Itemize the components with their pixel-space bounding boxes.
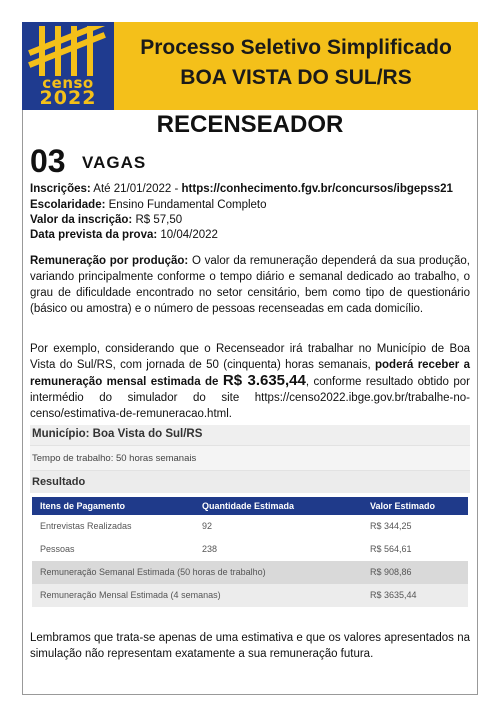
- header-banner: [22, 22, 478, 110]
- table-row: Remuneração Semanal Estimada (50 horas de trabalho) R$ 908,86: [32, 561, 468, 584]
- table-row: Entrevistas Realizadas 92 R$ 344,25: [40, 521, 412, 531]
- col-quantidade: Quantidade Estimada: [202, 501, 295, 511]
- exemplo-text-bold: poderá receber a remuneração mensal estimada de: [30, 359, 470, 388]
- payment-table: [32, 497, 468, 607]
- prova-line: [30, 227, 218, 243]
- table-row: Remuneração Mensal Estimada (4 semanas) R$ 3635,44: [32, 584, 468, 607]
- col-valor: Valor Estimado: [370, 501, 436, 511]
- table-header: [32, 497, 468, 515]
- vagas-label: VAGAS: [82, 153, 147, 172]
- inscricoes-value: Até 21/01/2022 -: [90, 183, 182, 195]
- exemplo-text-b: , conforme resultado obtido por intermédio do simulador do site https://censo2022.ibge.gov.br/trabalhe-no-censo/estimativa-de-remuneracao.html.: [30, 376, 471, 420]
- col-itens: Itens de Pagamento: [40, 501, 126, 511]
- inscricoes-link[interactable]: https://conhecimento.fgv.br/concursos/ibgepss21: [181, 183, 453, 195]
- inscricoes-line: [30, 181, 453, 197]
- vagas-number: 03: [30, 143, 66, 179]
- simulator-tempo: Tempo de trabalho: 50 horas semanais: [30, 445, 470, 471]
- table-row: Pessoas 238 R$ 564,61: [40, 544, 412, 554]
- prova-value: 10/04/2022: [157, 229, 218, 241]
- escolaridade-value: Ensino Fundamental Completo: [105, 199, 267, 211]
- role-title: RECENSEADOR: [156, 111, 344, 138]
- remuneracao-paragraph: [30, 253, 470, 317]
- censo-logo: [22, 22, 114, 110]
- valor-value: R$ 57,50: [132, 214, 183, 226]
- banner-subtitle: BOA VISTA DO SUL/RS: [180, 66, 412, 89]
- exemplo-amount: R$ 3.635,44: [222, 372, 306, 389]
- logo-word: censo: [42, 74, 94, 92]
- escolaridade-label: Escolaridade:: [30, 199, 106, 211]
- prova-label: Data prevista da prova:: [30, 229, 158, 241]
- footer-paragraph: Lembramos que trata-se apenas de uma estimativa e que os valores apresentados na simulação não representam exatamente a sua remuneração futura.: [30, 632, 470, 660]
- valor-line: [30, 212, 182, 228]
- remuneracao-label: Remuneração por produção:: [30, 255, 189, 267]
- inscricoes-label: Inscrições:: [30, 183, 91, 195]
- simulator-panel: [30, 425, 470, 626]
- simulator-resultado: Resultado: [30, 471, 470, 493]
- exemplo-paragraph: [30, 341, 470, 422]
- simulator-municipio: Município: Boa Vista do Sul/RS: [30, 425, 470, 445]
- escolaridade-line: [30, 197, 267, 213]
- banner-title: Processo Seletivo Simplificado: [140, 36, 452, 59]
- exemplo-text-a: Por exemplo, considerando que o Recenseador irá trabalhar no Município de Boa Vista do Sul/RS, com jornada de 50 (cinquenta) horas semanais,: [30, 343, 470, 371]
- logo-year: 2022: [39, 87, 97, 109]
- tally-marks-icon: [28, 26, 108, 76]
- remuneracao-text: O valor da remuneração dependerá da sua produção, variando principalmente conforme o tempo diário e semanal dedicado ao trabalho, o grau de dificuldade encontrado no setor censitário, bem como tipo de questionário (básico ou amostra) e o número de pessoas recenseadas em cada domicílio.: [30, 255, 470, 315]
- valor-label: Valor da inscrição:: [30, 214, 133, 226]
